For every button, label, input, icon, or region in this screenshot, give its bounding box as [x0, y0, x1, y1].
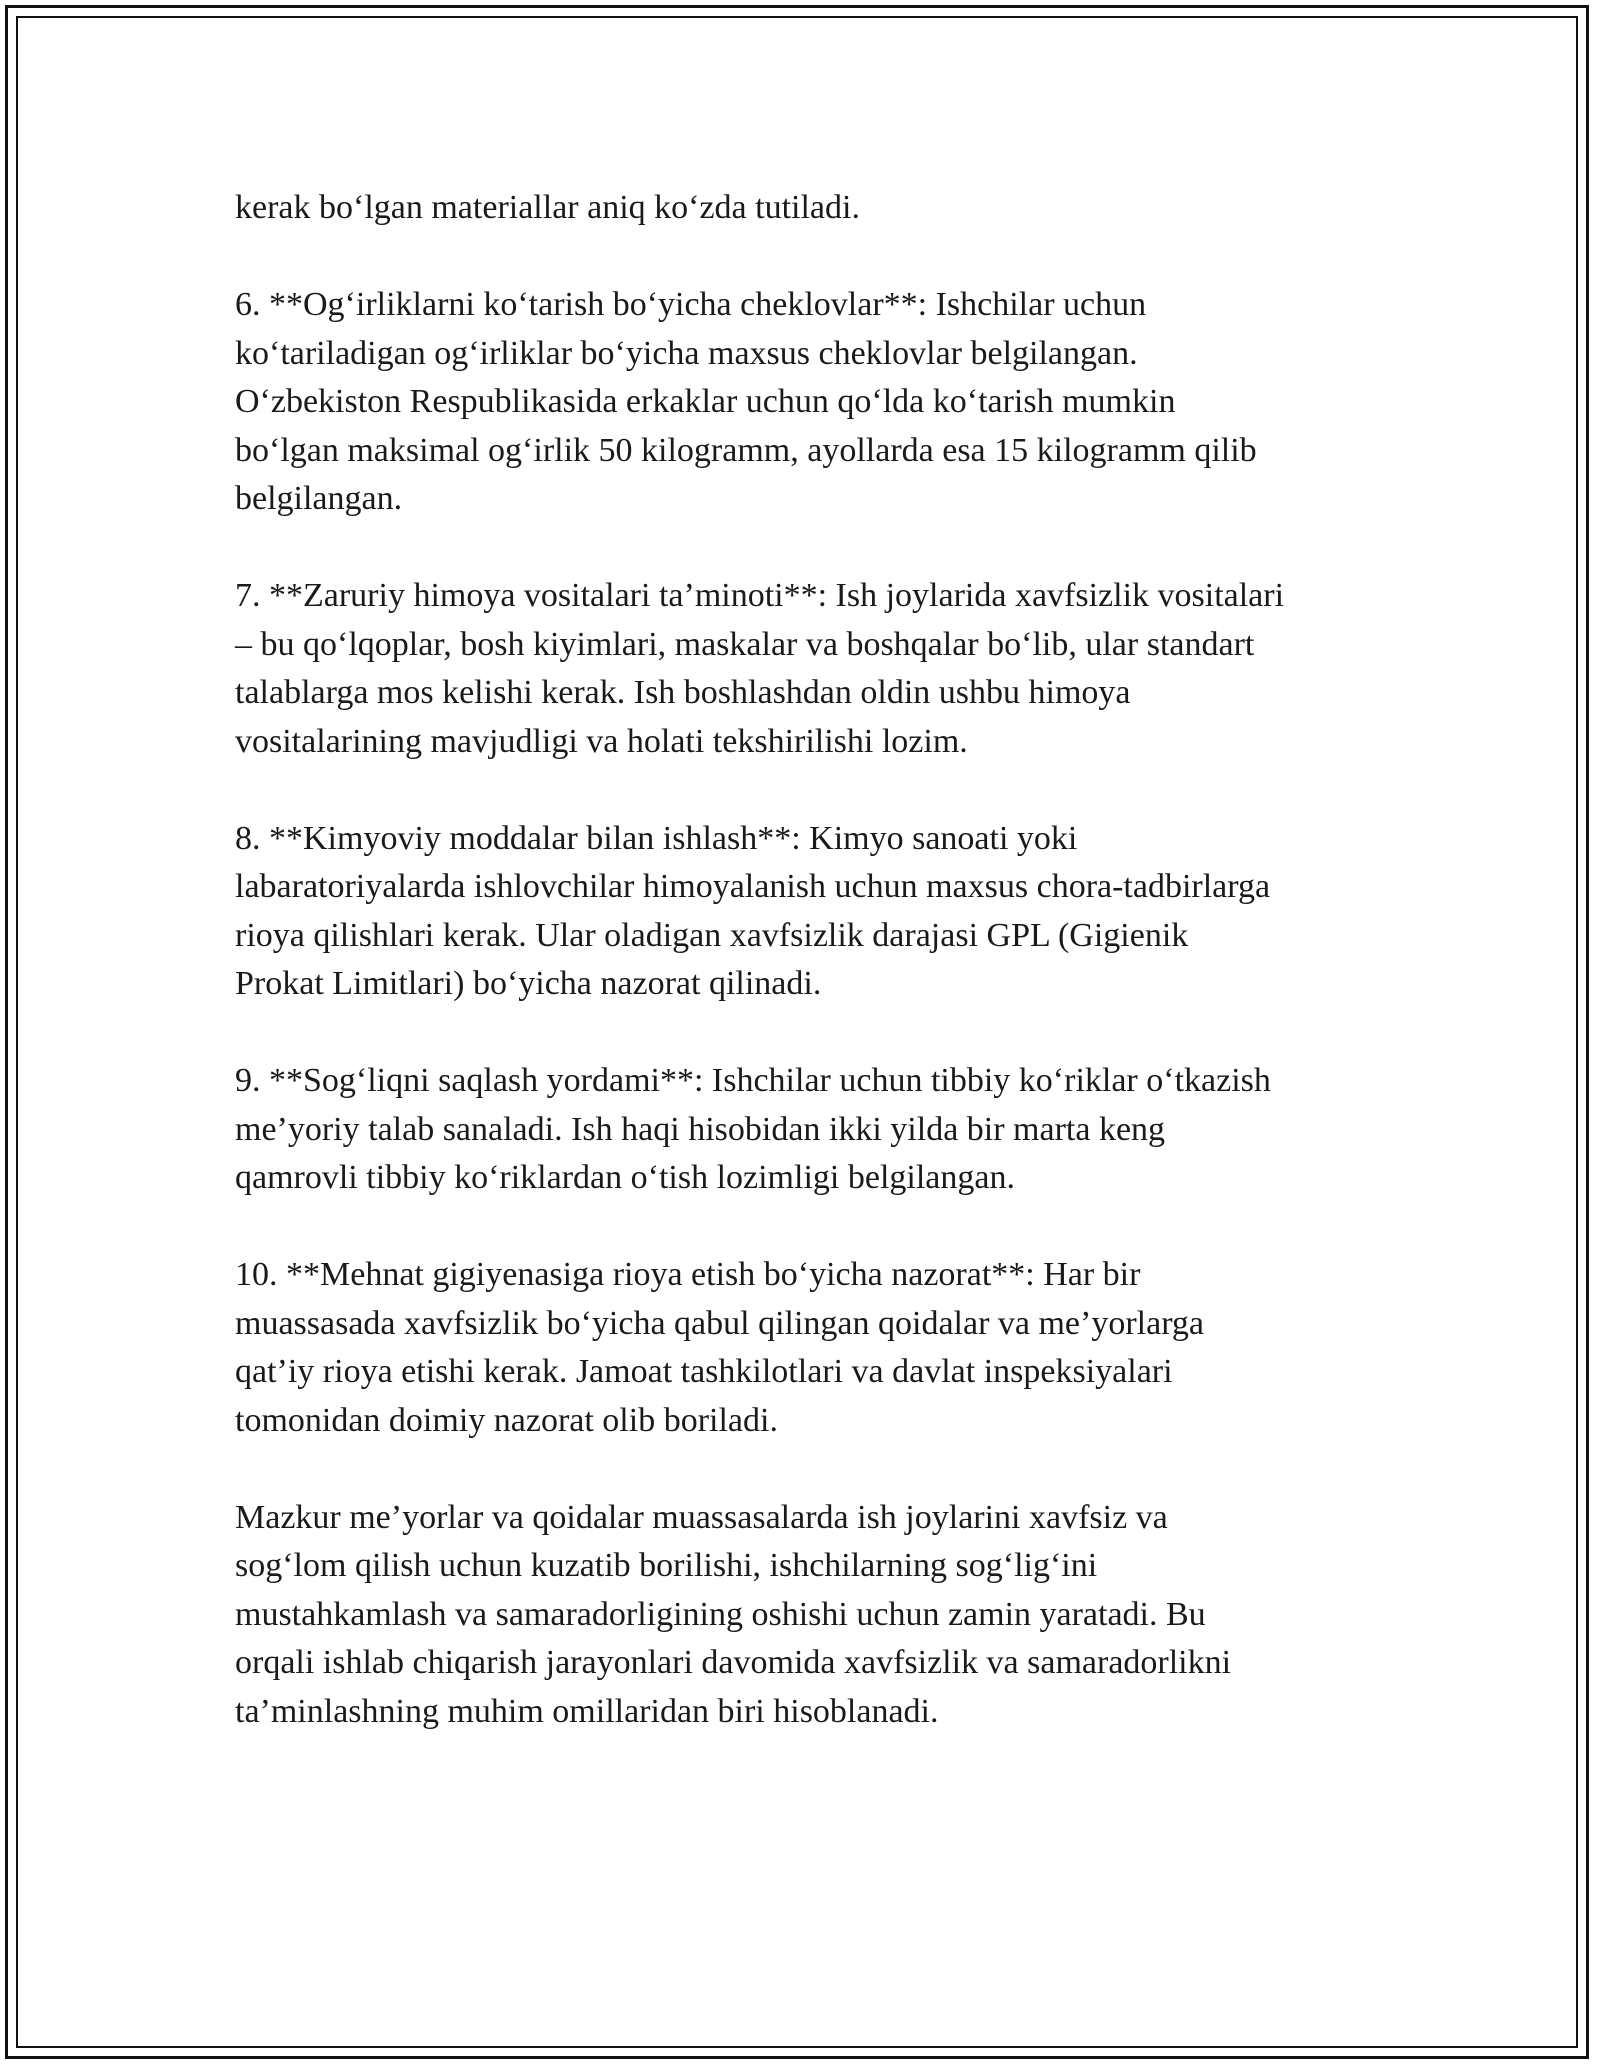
paragraph-item-9: 9. **Sog‘liqni saqlash yordami**: Ishchilar uchun tibbiy ko‘riklar o‘tkazish me’yoriy talab sanaladi. Ish haqi hisobidan ikki yilda bir marta keng qamrovli tibbiy ko‘riklardan o‘tish lozimligi belgilangan. — [235, 1062, 1271, 1196]
paragraph-conclusion: Mazkur me’yorlar va qoidalar muassasalarda ish joylarini xavfsiz va sog‘lom qilish uchun kuzatib borilishi, ishchilarning sog‘lig‘ini mustahkamlash va samaradorligining oshishi uchun zamin yaratadi. Bu orqali ishlab chiqarish jarayonlari davomida xavfsizlik va samaradorlikni ta’minlashning muhim omillaridan biri hisoblanadi. — [235, 1498, 1232, 1730]
document-body — [235, 184, 1395, 1785]
paragraph-item-6: 6. **Og‘irliklarni ko‘tarish bo‘yicha cheklovlar**: Ishchilar uchun ko‘tariladigan og‘irliklar bo‘yicha maxsus cheklovlar belgilangan. O‘zbekiston Respublikasida erkaklar uchun qo‘lda ko‘tarish mumkin bo‘lgan maksimal og‘irlik 50 kilogramm, ayollarda esa 15 kilogramm qilib belgilangan. — [235, 286, 1257, 517]
paragraph-continuation: kerak bo‘lgan materiallar aniq ko‘zda tutiladi. — [235, 189, 860, 226]
paragraph-item-7: 7. **Zaruriy himoya vositalari ta’minoti**: Ish joylarida xavfsizlik vositalari – bu qo‘lqoplar, bosh kiyimlari, maskalar va boshqalar bo‘lib, ular standart talablarga mos kelishi kerak. Ish boshlashdan oldin ushbu himoya vositalarining mavjudligi va holati tekshirilishi lozim. — [235, 577, 1285, 760]
paragraph-item-10: 10. **Mehnat gigiyenasiga rioya etish bo‘yicha nazorat**: Har bir muassasada xavfsizlik bo‘yicha qabul qilingan qoidalar va me’yorlarga qat’iy rioya etishi kerak. Jamoat tashkilotlari va davlat inspeksiyalari tomonidan doimiy nazorat olib boriladi. — [235, 1256, 1204, 1439]
paragraph-item-8: 8. **Kimyoviy moddalar bilan ishlash**: Kimyo sanoati yoki labaratoriyalarda ishlovchilar himoyalanish uchun maxsus chora-tadbirlarga rioya qilishlari kerak. Ular oladigan xavfsizlik darajasi GPL (Gigienik Prokat Limitlari) bo‘yicha nazorat qilinadi. — [235, 819, 1271, 1002]
